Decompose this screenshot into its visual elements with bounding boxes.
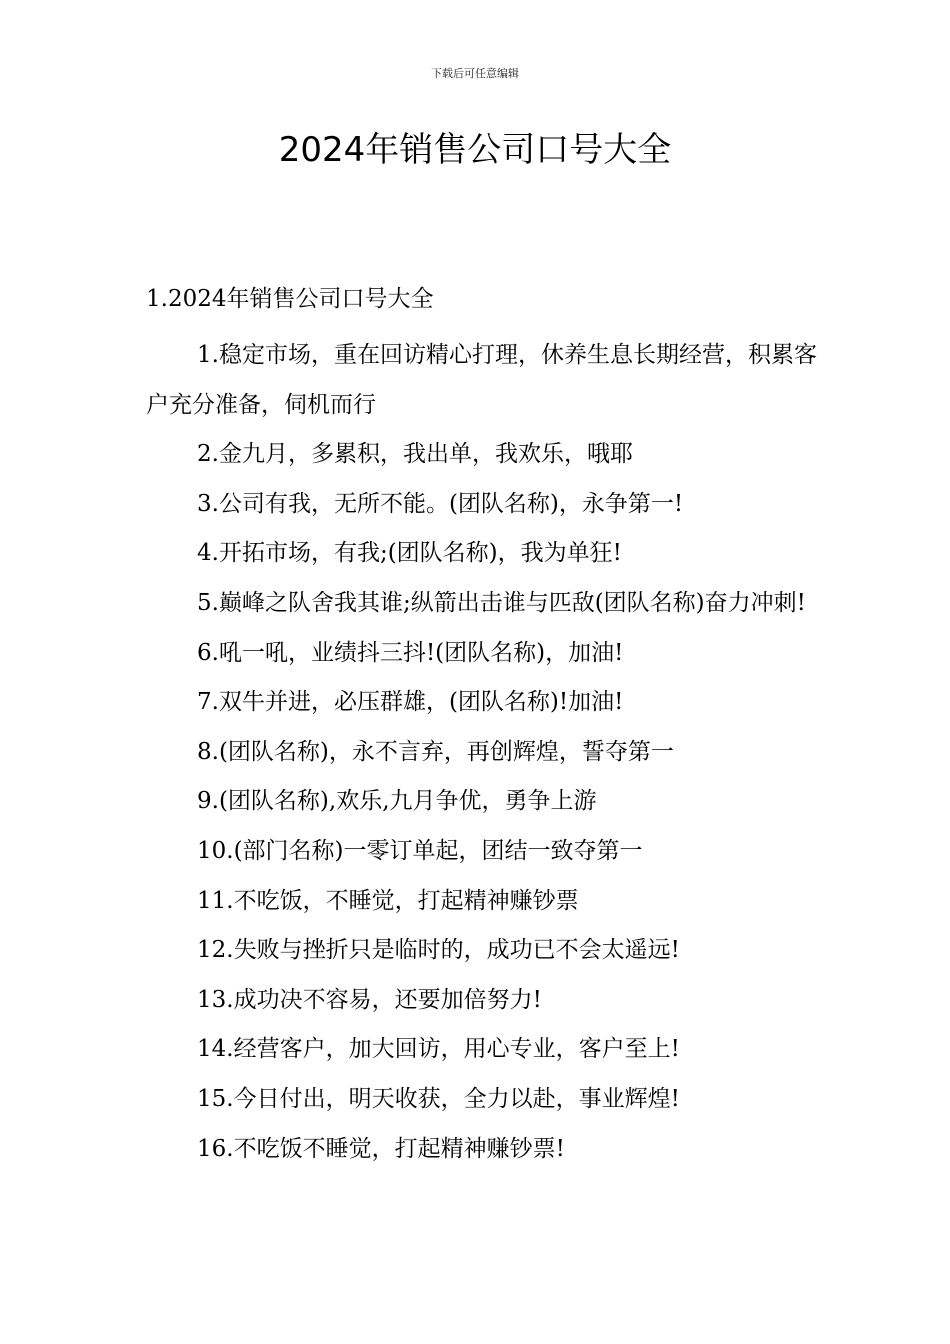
slogan-item: 6.吼一吼，业绩抖三抖!(团队名称)，加油! [197, 639, 624, 666]
slogan-item: 16.不吃饭不睡觉，打起精神赚钞票! [197, 1135, 565, 1162]
header-note: 下载后可任意编辑 [431, 67, 519, 80]
slogan-item: 15.今日付出，明天收获，全力以赴，事业辉煌! [197, 1085, 680, 1112]
slogan-item: 2.金九月，多累积，我出单，我欢乐，哦耶 [197, 441, 633, 468]
slogan-item: 8.(团队名称)，永不言弃，再创辉煌，誓夺第一 [197, 738, 674, 765]
slogan-item: 13.成功决不容易，还要加倍努力! [197, 986, 542, 1013]
slogan-item: 11.不吃饭，不睡觉，打起精神赚钞票 [197, 887, 579, 914]
slogan-item: 1.稳定市场，重在回访精心打理，休养生息长期经营，积累客户充分准备，伺机而行 [146, 342, 817, 418]
slogan-item: 7.双牛并进，必压群雄，(团队名称)!加油! [197, 689, 624, 716]
section-heading: 1.2024年销售公司口号大全 [146, 286, 434, 312]
slogan-item: 14.经营客户，加大回访，用心专业，客户至上! [197, 1036, 680, 1063]
document-title: 2024年销售公司口号大全 [278, 130, 672, 170]
slogan-item: 3.公司有我，无所不能。(团队名称)，永争第一! [197, 490, 684, 517]
slogan-item: 10.(部门名称)一零订单起，团结一致夺第一 [197, 837, 643, 864]
slogan-item: 12.失败与挫折只是临时的，成功已不会太遥远! [197, 937, 680, 964]
slogan-item: 4.开拓市场，有我;(团队名称)，我为单狂! [197, 540, 622, 567]
slogan-item: 9.(团队名称),欢乐,九月争优，勇争上游 [197, 788, 597, 815]
slogan-item: 5.巅峰之队舍我其谁;纵箭出击谁与匹敌(团队名称)奋力冲刺! [197, 589, 806, 616]
slogan-list [146, 331, 836, 1174]
